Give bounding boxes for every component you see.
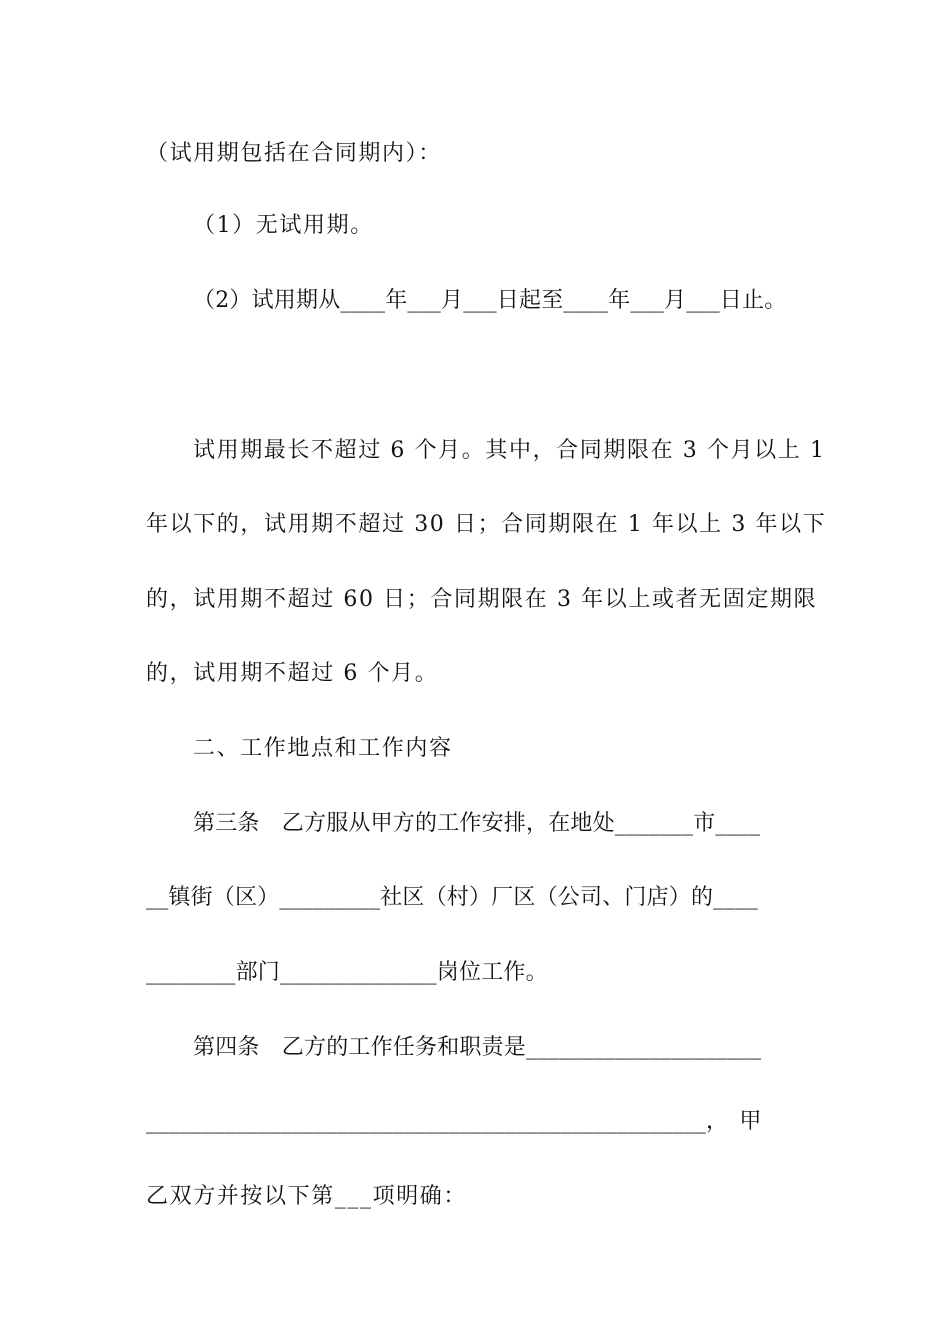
article-3-line-2: __镇街（区）_________社区（村）厂区（公司、门店）的____ bbox=[146, 885, 759, 910]
probation-limit-paragraph-line-4: 的，试用期不超过 6 个月。 bbox=[146, 661, 439, 686]
probation-period-option: （2）试用期从____年___月___日起至____年___月___日止。 bbox=[193, 288, 787, 313]
article-4-line-3: 乙双方并按以下第___项明确： bbox=[146, 1184, 468, 1209]
probation-limit-paragraph-line-1: 试用期最长不超过 6 个月。其中，合同期限在 3 个月以上 1 bbox=[193, 438, 826, 463]
article-3-line-1: 第三条 乙方服从甲方的工作安排，在地处_______市____ bbox=[193, 811, 761, 836]
section-heading: 二、工作地点和工作内容 bbox=[193, 736, 453, 761]
no-probation-option: （1）无试用期。 bbox=[193, 213, 374, 238]
probation-intro-line: （试用期包括在合同期内）： bbox=[146, 141, 442, 166]
probation-limit-paragraph-line-2: 年以下的，试用期不超过 30 日；合同期限在 1 年以上 3 年以下 bbox=[146, 512, 827, 537]
article-4-line-1: 第四条 乙方的工作任务和职责是_____________________ bbox=[193, 1035, 762, 1060]
probation-limit-paragraph-line-3: 的，试用期不超过 60 日；合同期限在 3 年以上或者无固定期限 bbox=[146, 587, 818, 612]
article-3-line-3: ________部门______________岗位工作。 bbox=[146, 960, 548, 985]
article-4-line-2: __________________________________________________， 甲 bbox=[146, 1109, 762, 1134]
